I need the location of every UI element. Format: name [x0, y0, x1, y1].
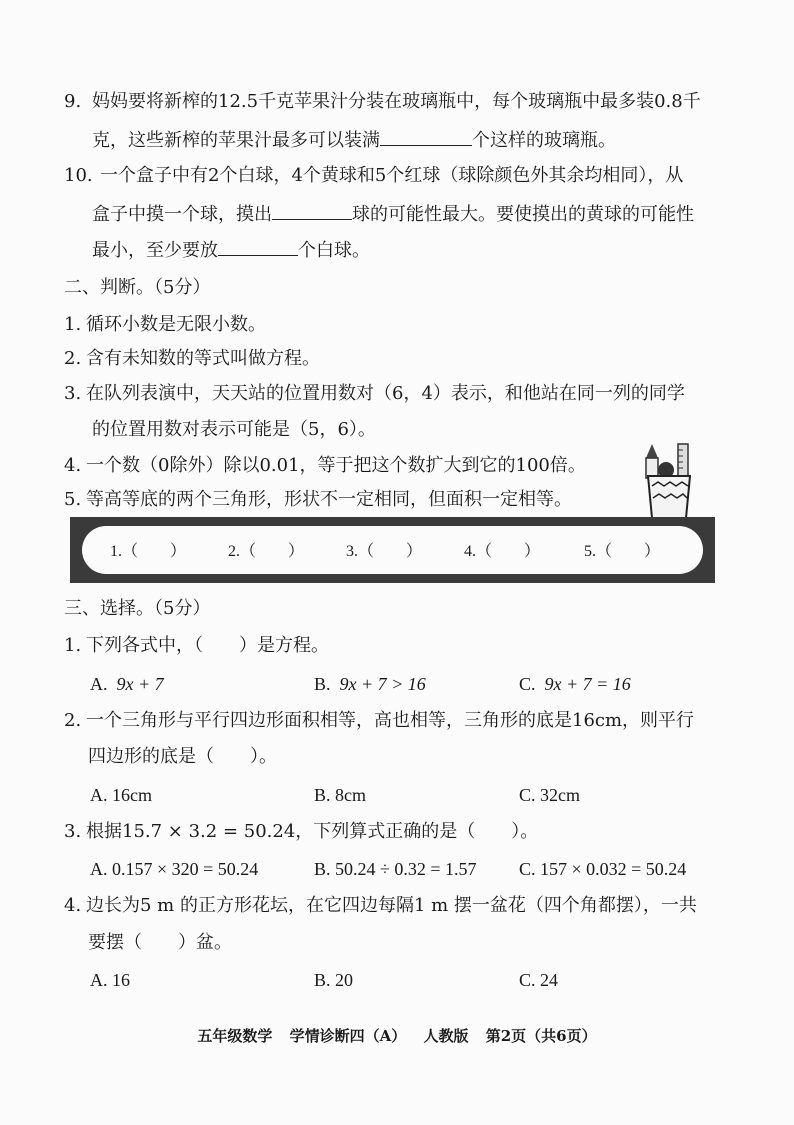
- judge-item-1: 1. 循环小数是无限小数。: [64, 314, 266, 335]
- choice-q3-option-c[interactable]: C. 157 × 0.032 = 50.24: [519, 859, 687, 879]
- choice-q4-option-c[interactable]: C. 24: [519, 970, 559, 990]
- judge-item-2: 2. 含有未知数的等式叫做方程。: [64, 348, 320, 369]
- choice-q1: 1. 下列各式中，（ ）是方程。: [64, 635, 329, 656]
- answer-blank[interactable]: [218, 237, 298, 256]
- answer-slot-1[interactable]: 1.（ ）: [110, 543, 187, 560]
- answer-slot-5[interactable]: 5.（ ）: [584, 543, 661, 560]
- choice-q2: 2. 一个三角形与平行四边形面积相等，高也相等，三角形的底是16cm，则平行: [64, 710, 695, 731]
- choice-q4-option-b[interactable]: B. 20: [314, 970, 354, 990]
- page-footer: [0, 1025, 794, 1046]
- choice-q1-option-c[interactable]: C. 9x + 7 = 16: [519, 674, 631, 694]
- choice-q2-option-b[interactable]: B. 8cm: [314, 785, 366, 805]
- judge-item-5: 5. 等高等底的两个三角形，形状不一定相同，但面积一定相等。: [64, 489, 572, 510]
- choice-q1-option-a[interactable]: A. 9x + 7: [90, 674, 164, 694]
- judge-item-4: 4. 一个数（0除外）除以0.01，等于把这个数扩大到它的100倍。: [64, 455, 586, 476]
- footer-edition: 人教版: [423, 1027, 469, 1045]
- choice-q2-line2: 四边形的底是（ ）。: [88, 746, 277, 767]
- question-10-line1: 10. 一个盒子中有2个白球，4个黄球和5个红球（球除颜色外其余均相同），从: [64, 165, 684, 186]
- question-9-line2: 克，这些新榨的苹果汁最多可以装满 个这样的玻璃瓶。: [92, 127, 616, 153]
- answer-slot-4[interactable]: 4.（ ）: [464, 543, 541, 560]
- judge-item-3-line2: 的位置用数对表示可能是（5，6）。: [92, 419, 376, 440]
- answer-box: [70, 517, 715, 583]
- answer-slot-2[interactable]: 2.（ ）: [228, 543, 305, 560]
- answer-blank[interactable]: [380, 127, 472, 146]
- question-9-line1: 9. 妈妈要将新榨的12.5千克苹果汁分装在玻璃瓶中，每个玻璃瓶中最多装0.8千: [64, 91, 701, 112]
- judge-item-3: 3. 在队列表演中，天天站的位置用数对（6，4）表示，和他站在同一列的同学: [64, 383, 685, 404]
- choice-q2-option-c[interactable]: C. 32cm: [519, 785, 580, 805]
- choice-q3: 3. 根据15.7 × 3.2 = 50.24，下列算式正确的是（ ）。: [64, 821, 539, 842]
- question-10-line2: 盒子中摸一个球，摸出 球的可能性最大。要使摸出的黄球的可能性: [92, 201, 694, 227]
- answer-inner: [82, 526, 703, 574]
- choice-q4: 4. 边长为5 m 的正方形花坛，在它四边每隔1 m 摆一盆花（四个角都摆），一共: [64, 895, 697, 916]
- section-2-title: 二、判断。（5分）: [64, 277, 211, 298]
- question-10-line3: 最小，至少要放 个白球。: [92, 237, 370, 263]
- pencil-cup-icon: [638, 440, 698, 520]
- footer-title: 学情诊断四（A）: [289, 1027, 407, 1045]
- answer-slot-3[interactable]: 3.（ ）: [346, 543, 423, 560]
- choice-q1-option-b[interactable]: B. 9x + 7 > 16: [314, 674, 426, 694]
- choice-q3-option-a[interactable]: A. 0.157 × 320 = 50.24: [90, 859, 259, 879]
- choice-q3-option-b[interactable]: B. 50.24 ÷ 0.32 = 1.57: [314, 859, 477, 879]
- footer-grade: 五年级数学: [197, 1027, 273, 1045]
- choice-q4-line2: 要摆（ ）盆。: [88, 932, 232, 953]
- section-3-title: 三、选择。（5分）: [64, 598, 211, 619]
- answer-blank[interactable]: [272, 201, 352, 220]
- choice-q2-option-a[interactable]: A. 16cm: [90, 785, 152, 805]
- footer-page: 第2页（共6页）: [485, 1027, 597, 1045]
- choice-q4-option-a[interactable]: A. 16: [90, 970, 130, 990]
